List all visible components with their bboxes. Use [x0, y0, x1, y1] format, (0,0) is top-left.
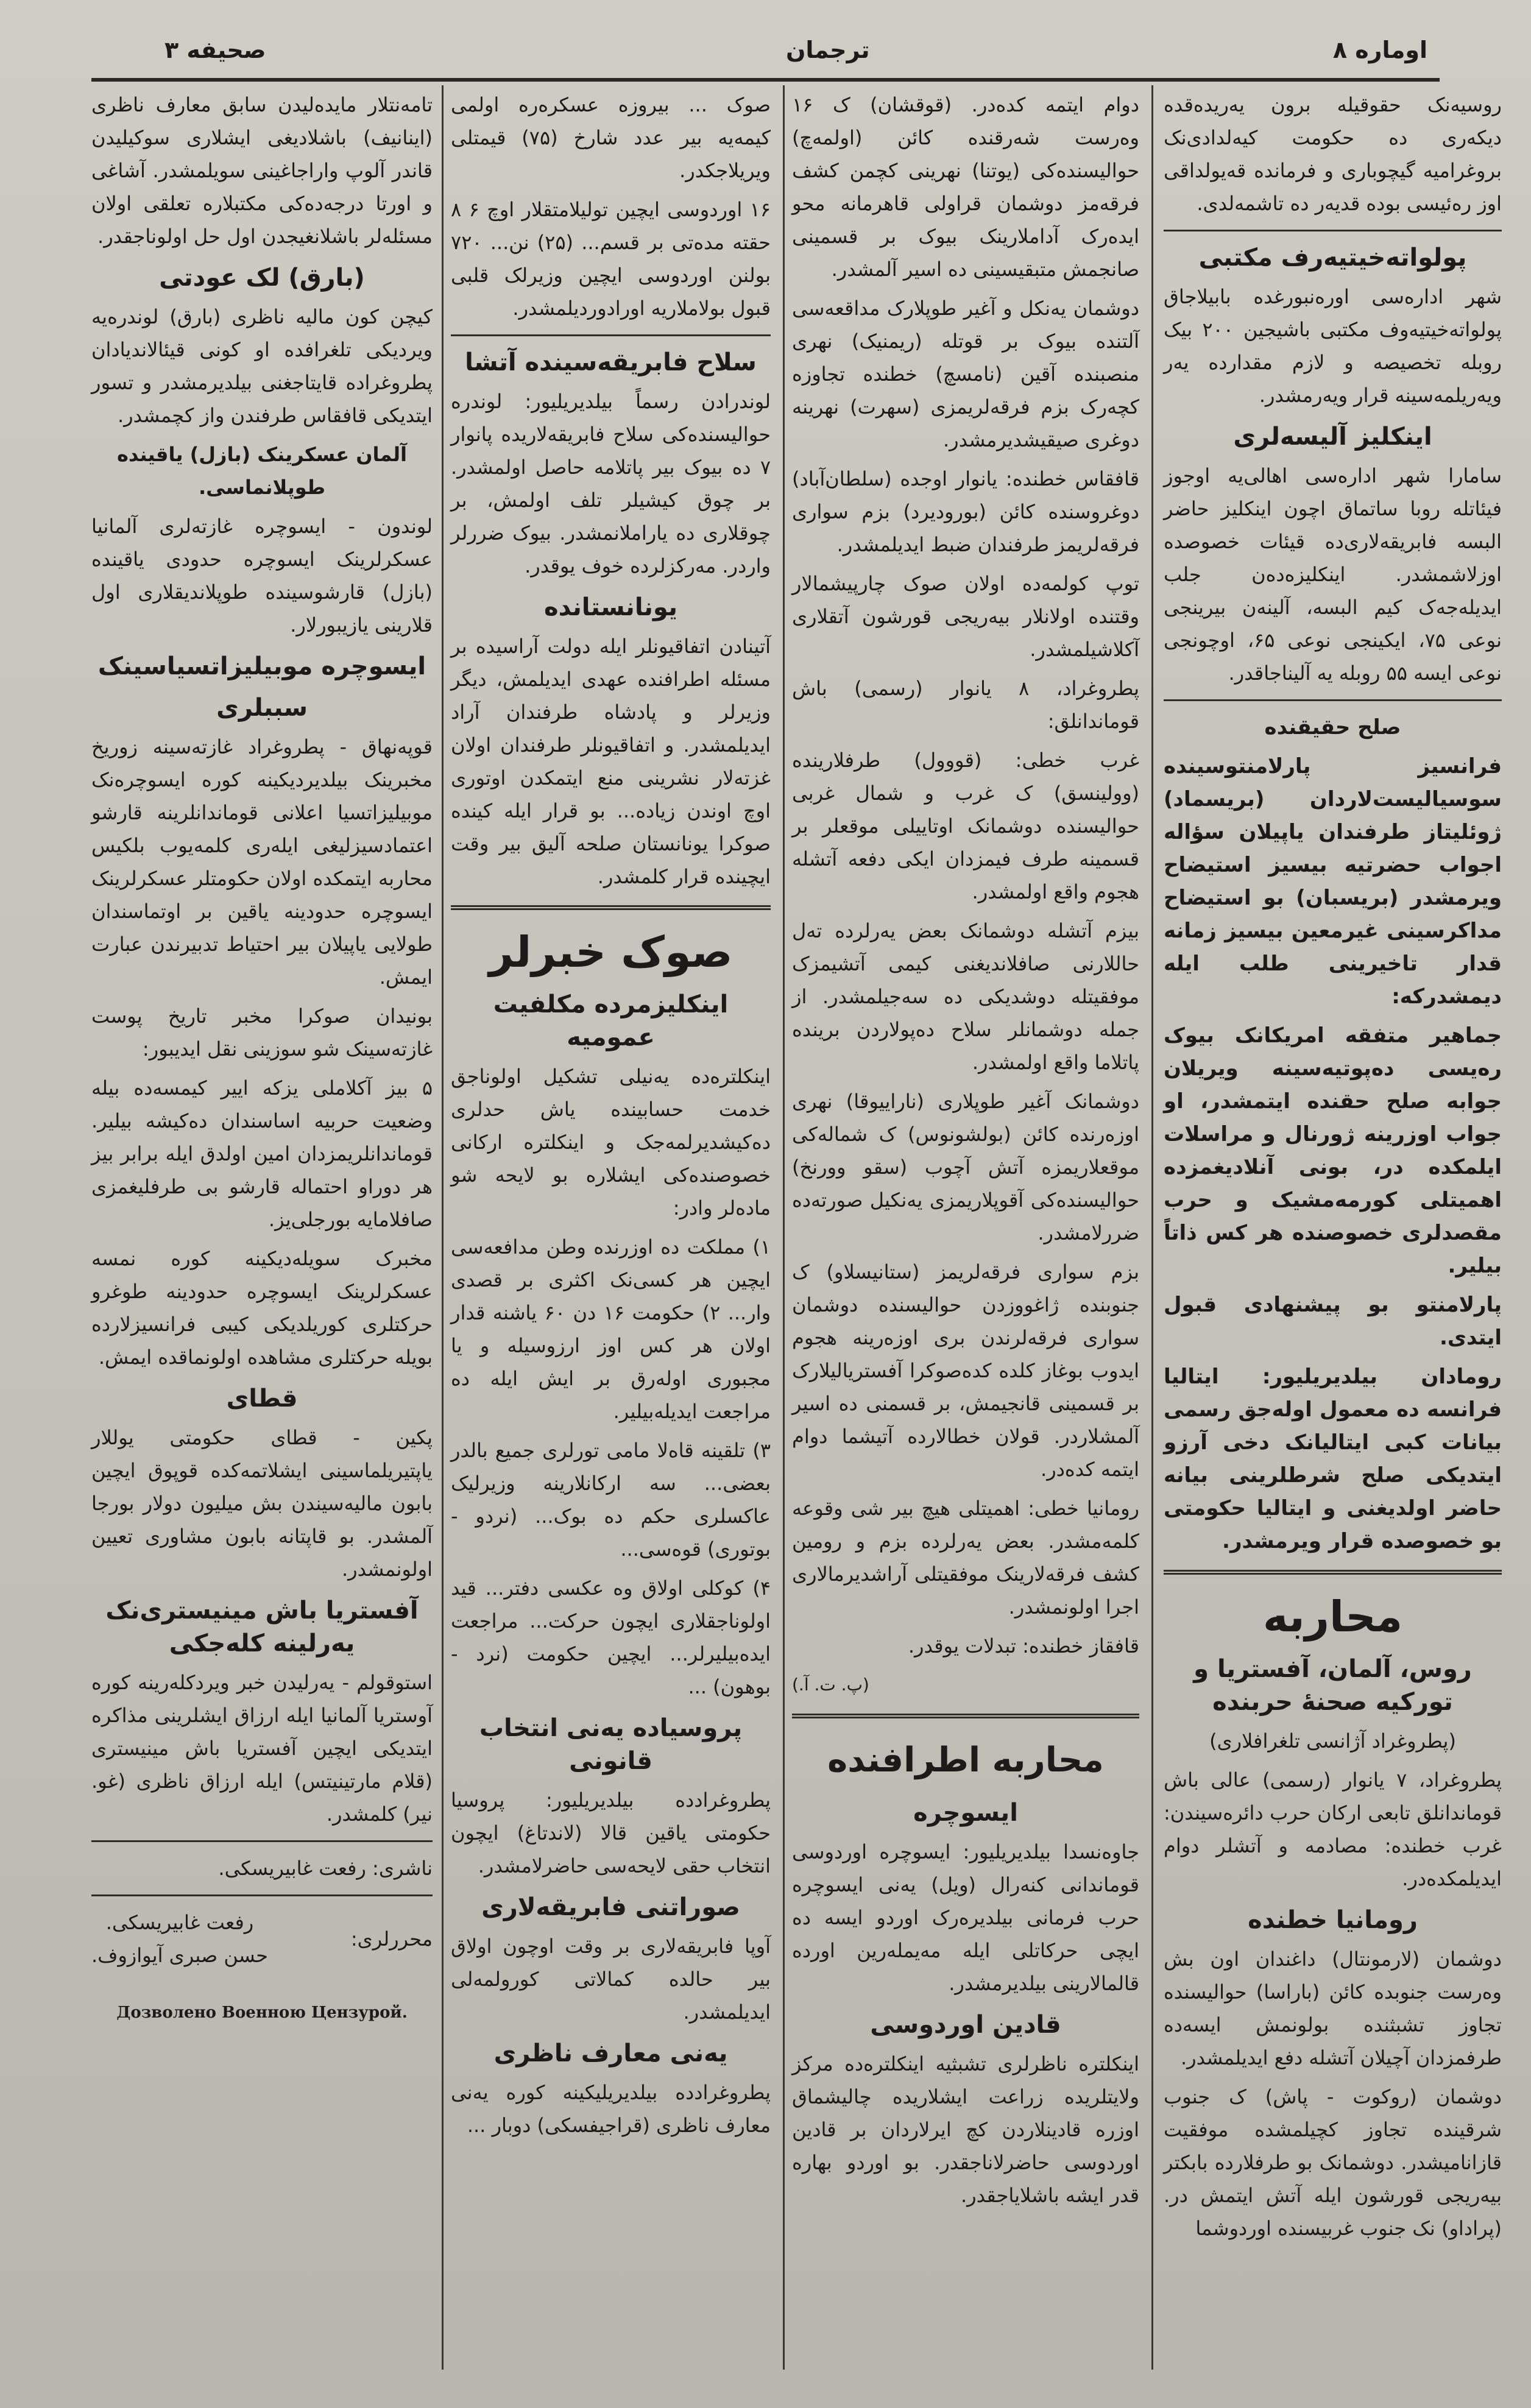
headline-english-clothes: اینکلیز آلیسه‌لری [1233, 423, 1432, 451]
headline-china: قطای [226, 1385, 298, 1413]
article-text: غرب خطی: (قووول) طرفلارینده (وولینسق) ک غرب و شمال غربی حوالیسنده دوشمانک اوتاییلی موقعلر بر قسمینه طرف فیمزدان ایکی دفعه آتشله هجوم واقع اولمشدر. [792, 749, 1139, 903]
article-text: توپ کولمه‌ده اولان صوک چارپیشمالار وقتنده اولانلار بیه‌ریجی قورشون آتقلاری آکلاشیلمشدر. [792, 572, 1139, 661]
column-rule [442, 85, 444, 2370]
subheadline-conscription: اینکلیزمرده مکلفیت عمومیه [493, 990, 729, 1051]
article-text: ۱) مملکت ده اوزرنده وطن مدافعه‌سی ایچین هر کسی‌نک اکثری بر قصدی وار... ۲) حکومت ۱۶ دن ۶۰ یاشنه قدار اولان هر کس اوز ارزوسیله و یا مجبوری اوله‌رق بر ایش ایله ده مراجعت ایدیله‌بیلیر. [451, 1235, 771, 1423]
article-text: قافقاز خطنده: تبدلات یوقدر. [908, 1634, 1139, 1658]
article-text: ۴) کوکلی اولاق وه عکسی دفتر... قید اولوناجقلاری ایچون حرکت... مراجعت ایده‌بیلیرلر... ایچین حکومت (نرد - بوهون) ... [451, 1576, 771, 1698]
article-text: دوشمان (روکوت - پاش) ک جنوب شرقینده تجاوز کچیلمشده موفقیت قازانامیشدر. دوشمانک بو طرفلارده بابکتر بیه‌ریجی قورشون ایله آتش ایتمش در. (پراداو) نک جنوب غربیسنده اوردوشما [1164, 2085, 1502, 2240]
article-text: پطروغرادده بیلدیریلیکینه کوره یه‌نی معارف ناظری (قراجیفسکی) دوبار ... [451, 2081, 771, 2137]
separator [1164, 1570, 1502, 1575]
column-4 [91, 88, 433, 2029]
separator [91, 1894, 433, 1896]
editor-name: رفعت غابیریسکی. [105, 1911, 254, 1934]
censor-imprint: Дозволено Военною Цензурой. [116, 2004, 408, 2022]
headline-bark-return: (بارق) لک عودتی [159, 264, 365, 292]
headline-school: پولواته‌خیتیه‌رف مکتبی [1198, 244, 1467, 272]
article-text: دوشمان یه‌نکل و آغیر طوپلارک مداقعه‌سی آلتنده بیوک بر قوتله (ریمنیک) نهری منصبنده آقین (نامسچ) خطنده تجاوزه کچه‌رک بزم فرقه‌لریمزی (سهرت) نهرینه دوغری صیقیشدیرمشدر. [792, 297, 1139, 451]
newspaper-title: ترجمان [786, 37, 870, 63]
editors-block [91, 1906, 433, 1972]
article-text: رومانیا خطی: اهمیتلی هیچ بیر شی وقوعه کلمه‌مشدر. بعض یه‌رلرده بزم و رومین کشف فرقه‌لارینک موفقیتلی آراشدیرمالاری اجرا اولونمشدر. [792, 1497, 1139, 1619]
headline-austria-minister: آفستریا باش مینیستری‌نک یه‌رلینه کله‌جکی [105, 1597, 419, 1658]
article-text: رومادان بیلدیریلیور: ایتالیا فرانسه ده معمول اوله‌جق رسمی بیانات کبی ایتالیانک دخی آرزو ایتدیکی صلح شرطلرینی بیانه حاضر اولدیغنی و ایتالیا حکومتی بو خصوصده قرار ویرمشدر. [1164, 1365, 1502, 1553]
separator [451, 905, 771, 910]
separator [1164, 699, 1502, 701]
article-text: لوندرادن رسماً بیلدیریلیور: لوندره حوالیسنده‌کی سلاح فابریقه‌لاریده پانوار ۷ ده بیوک بیر پاتلامه حاصل اولمشدر. بر چوق کیشیلر تلف اولمش، بر چوقلاری ده یاراملانمشدر. بیوک ضررلر واردر. مه‌رکزلرده خوف یوقدر. [451, 390, 771, 577]
header-rule [91, 78, 1440, 82]
subheadline-war: روس، آلمان، آفستریا و تورکیه صحنهٔ حربنده [1193, 1655, 1472, 1716]
article-text: پطروغرادده بیلدیریلیور: پروسیا حکومتی یاقین قالا (لاندتاغ) ایچون انتخاب حقی لایحه‌سی حاضرلامشدر. [451, 1788, 771, 1877]
publisher-credits [91, 1852, 433, 1972]
column-rule [783, 85, 785, 2370]
column-rule [1151, 85, 1153, 2370]
article-text: آتینادن اتفاقیونلر ایله دولت آراسیده بر مسئله اطرافنده عهدی ایدیلمش، دیگر وزیرلر و پادشاه طرفندان آراد ایدیلمشدر. و اتفاقیونلر طرفندان اولان غزته‌لار نشرینی منع ایتمکدن اوتوری اوچ اوندن زیاده... بو قرار ایله کینده صوکرا یونانستان صلحه آلیق بیر وقت ایچینده قرار کلمشدر. [451, 635, 771, 888]
article-text: شهر اداره‌سی اوره‌نبورغده بابیلاجاق پولواته‌خیتیه‌وف مکتبی باشیجین ۲۰۰ بیک روبله تخصیصه و لازم مقدارده یه‌ر ویه‌ریلمه‌سینه قرار ویه‌رمشدر. [1164, 285, 1502, 407]
separator [1164, 230, 1502, 231]
separator [91, 1840, 433, 1842]
headline-reasons: سببلری [216, 694, 308, 722]
article-text: قوپه‌نهاق - پطروغراد غازته‌سینه زوریخ مخبرینک بیلدیردیکینه کوره ایسوچره‌نک موبیلیزاتسیا اعلانی قوماندانلرینه قارشو اعتمادسیزلیغی ایله‌ری کلمه‌یوب بلکیس محاربه ایتمکده اولان حکومتلر عسکرلرینک ایسوچره حدودینه یاقین بر اوتماسندان طولایی یاپیلان بیر احتیاط تدبیرندن عبارت ایمش. [91, 735, 433, 989]
article-text: کیچن کون مالیه ناظری (بارق) لوندره‌یه ویردیکی تلغرافده او کونی قیئالاندیادان پطروغراده قایتاجغنی بیلدیرمشدر و تسور ایتدیکی قافقاس طرفندن واز کچمشدر. [91, 305, 433, 427]
separator [451, 334, 771, 336]
article-text: جماهیر متفقه امریکانک بیوک ره‌یسی ده‌پوتیه‌سینه ویریلان جوابه صلح حقنده ایتمشدر، او جواب اوزرینه ژورنال و مراسلات ایلمکده در، بونی آنلادیغمز‌ده اهمیتلی کورمه‌مشیک و حرب مقصدلری خصوصنده هر کس ذاتاً بیلیر. [1164, 1023, 1502, 1278]
separator [792, 1714, 1139, 1718]
article-text: آوپا فابریقه‌لاری بر وقت اوچون اولاق بیر حالده کمالاتی کورولمه‌لی ایدیلمشدر. [451, 1935, 771, 2024]
article-text: دوام ایتمه کده‌در. (قوقشان) ک ۱۶ وه‌رست شه‌رقنده کائن (اولمه‌چ) حوالیسنده‌کی (یوتنا) نهرینی کچمن کشف فرقه‌مز دوشمان قراولی قاهرمانه محو ایده‌رک آداملارینک بیوک بر قسمینی صانجمش متبقیسینی ده اسیر آلمشدر. [792, 93, 1139, 281]
publisher-name: رفعت غابیریسکی. [218, 1857, 366, 1880]
page-header [91, 32, 1440, 74]
article-text: ۵ بیز آکلاملی یزکه اییر کیمسه‌ده بیله وضعیت حربیه اساسندان ده‌کیشه بیلیر. قوماندانلریمزدان امین اولدق ایله برابر بیز هر دوراو احتماله قارشو بی طرفلیغمزی صافلامایه بورجلی‌یز. [91, 1076, 433, 1231]
article-text: پطروغراد، ۷ یانوار (رسمی) عالی باش قوماندانلق تابعی ارکان حرب دائره‌سیندن: غرب خطنده: مصادمه و آتشلر دوام ایدیلمکده‌در. [1164, 1768, 1502, 1890]
article-text: ۳) تلقینه قاه‌لا مامی تورلری جمیع بالدر بعضی... سه ارکانلارینه وزیرلیک عاکسلری حکم ده بوک... (نردو - بوتوری) قوه‌سی... [451, 1439, 771, 1561]
editors-label: محررلری: [350, 1927, 433, 1951]
page-number: صحیفه ۳ [164, 37, 266, 63]
article-text: قافقاس خطنده: یانوار اوجده (سلطان‌آباد) دوغروسنده کائن (بورودیرد) بزم سواری فرقه‌لریمز طرفندان ضبط ایدیلمشدر. [792, 467, 1139, 556]
column-3 [451, 88, 771, 2148]
publisher-line [91, 1852, 433, 1885]
column-2 [792, 88, 1139, 2218]
headline-war: محاربه [1262, 1592, 1403, 1642]
headline-factories: صوراتنی فابریقه‌لاری [481, 1893, 740, 1921]
headline-swiss-mobilization: ایسوچره موبیلیزاتسیاسینک [97, 652, 426, 680]
article-text: استوقولم - یه‌رلیدن خبر ویردکله‌رینه کوره آوستریا آلمانیا ایله ارزاق ایشلرینی مذاکره ایتدیکی ایچین آفستریا باش مینیستری (قلام مارتینیتس) ایله ارزاق ناظری (غو. نیر) کلمشدر. [91, 1671, 433, 1826]
article-text: دوشمان (لارمونتال) داغندان اون بش وه‌رست جنوبده کائن (باراسا) حوالیسنده تجاوز تشبثنده بولونمش ایسه‌ده طرفمزدان آچیلان آتشله دفع ایدیلمشدر. [1164, 1947, 1502, 2069]
headline-peace: صلح حقیقنده [1264, 715, 1401, 740]
editor-name: حسن صبری آیوازوف. [91, 1944, 269, 1967]
article-text: مخبرک سویله‌دیکینه کوره نمسه عسکرلرینک ایسوچره حدودینه طوغرو حرکتلری کوریلدیکی کیبی فرانسیزلارده بویله حرکتلری مشاهده اولونماقده ایمش. [91, 1247, 433, 1369]
telegraph-source: (پطروغراد آژانسی تلغرافلاری) [1209, 1729, 1456, 1753]
article-text: اینکلتره‌ده یه‌نیلی تشکیل اولوناجق خدمت حسابینده یاش حدلری ده‌کیشدیرلمه‌جک و اینکلتره ارکانی خصوصنده‌کی ایشلاره بو لایحه شو ماده‌لر وادر: [451, 1065, 771, 1220]
headline-new-minister: یه‌نی معارف ناظری [493, 2039, 728, 2067]
article-text: لوندون - ایسوچره غازته‌لری آلمانیا عسکرلرینک ایسوچره حدودی یاقینده (بازل) قارشوسینده طوپلاندیقلاری اول قلارینی یازیبورلار. [91, 515, 433, 637]
agency-signature: (پ. ت. آ.) [792, 1675, 869, 1695]
headline-women-army: قادین اوردوسی [870, 2011, 1061, 2039]
article-text: بیزم آتشله دوشمانک بعض یه‌رلرده ته‌ل حاللارنی صافلاندیغنی کیمی آتشیمزک موفقیتله دوشدیکی ده سه‌جیلمشدر. از جمله دوشمانلر سلاح ده‌پولاردن برینده پاتلاما واقع اولمشدر. [792, 919, 1139, 1074]
article-text: دوشمانک آغیر طوپلاری (ناراییوقا) نهری اوزه‌رنده کائن (بولشونوس) ک شماله‌کی موقعلاریمزه آتش آچوب (سقو وورنخ) حوالیسنده‌کی آقوپلاریمزی یه‌نکیل صورته‌ده ضررلامشدر. [792, 1090, 1139, 1245]
article-text: بزم سواری فرقه‌لریمز (ستانیسلاو) ک جنوبنده ژاغووزدن حوالیسنده دوشمان سواری فرقه‌لرندن بری اوزه‌رینه هجوم ایدوب بوغاز کلده کده‌صوکرا آفستریالیلارک بر قسمینی قانجیمش، بر قسمنی ده اسیر آلمشلاردر. قولان خطالارده آتیشما دوام ایتمه کده‌در. [792, 1260, 1139, 1481]
article-text: پکین - قطای حکومتی یوللار یاپتیریلماسینی ایشلاتمه‌کده قوپوق ایچین بابون مالیه‌سیندن بش میلیون دولار بورجا آلمشدر. بو قاپتانه بابون مشاوری تعیین اولونمشدر. [91, 1426, 433, 1581]
headline-romania: رومانیا خطنده [1248, 1906, 1418, 1934]
headline-arms-factory: سلاح فابریقه‌سینده آتشا [465, 348, 757, 376]
article-text: جاوه‌نسدا بیلدیریلیور: ایسوچره اوردوسی قوماندانی کنه‌رال (ویل) یه‌نی ایسوچره حرب فرمانی بیلدیره‌رک اوردو ایسه ده ایچی حرکاتلی ایله مه‌یمله‌رین اورده قالمالارینی بیلدیرمشدر. [792, 1840, 1139, 1995]
issue-number: اوماره ۸ [1332, 37, 1427, 63]
headline-greece: یونانستانده [544, 593, 677, 621]
publisher-label: ناشری: [372, 1857, 433, 1880]
article-text: اینکلتره ناظرلری تشبثیه اینکلتره‌ده مرکز ولایتلریده زراعت ایشلاریده چالیشماق اوزره قادینلاردن کچ ایرلاردان بر قادین اوردوسی حاضرلاناجقدر. بو اوردو بهاره قدر ایشه باشلایاجقدر. [792, 2052, 1139, 2207]
headline-around-war: محاربه اطرافنده [827, 1740, 1104, 1780]
article-text: روسیه‌نک حقوقیله برون یه‌ریده‌قده دیکه‌ری ده حکومت کیه‌لدادی‌نک بروغرامیه گیچوباری و فرمانده قه‌یولداقی اوز ره‌ئیسی بوده قدیه‌ر ده تاشمه‌لدی. [1164, 93, 1502, 215]
article-text: پارلامنتو بو پیشنهادی قبول ایتدی. [1164, 1293, 1502, 1350]
subheadline-basel: آلمان عسکرینک (بازل) یاقینده طوپلانماسی. [117, 443, 407, 499]
article-text: ۱۶ اوردوسی ایچین تولیلامتقلار اوچ ۶ ۸ حقته مده‌تی بر قسم... (۲۵) نن... ۷۲۰ بولنن اوردوسی ایچین وزیرلک قلبی قبول بولاملاریه اورادوردیلمشدر. [451, 198, 771, 320]
article-text: صوک ... بیروزه عسکره‌ره اولمی کیمه‌یه بیر عدد شارخ (۷۵) قیمتلی ویریلاجکدر. [451, 93, 771, 182]
headline-switzerland: ایسوچره [913, 1799, 1018, 1827]
article-text: پطروغراد، ۸ یانوار (رسمی) باش قوماندانلق: [792, 677, 1139, 733]
headline-prussia: پروسیاده یه‌نی انتخاب قانونی [479, 1714, 743, 1775]
article-text: سامارا شهر اداره‌سی اهالی‌یه اوجوز فیئاتله روبا ساتماق اچون اینکلیز حاضر البسه فابریقه‌لاری‌ده قیئات خصوصده اوزلاشمشدر. اینکلیزه‌ده‌ن جلب ایدیله‌جه‌ک کیم البسه، آلینه‌ن بیرینجی نوعی ۷۵، ایکینجی نوعی ۶۵، اوچونجی نوعی ایسه ۵۵ روبله یه آلیناجاقدر. [1164, 464, 1502, 685]
headline-latest-news: صوک خبرلر [489, 927, 733, 977]
article-text: بونیدان صوکرا مخبر تاریخ پوست غازته‌سینک شو سوزینی نقل ایدیبور: [91, 1005, 433, 1061]
article-text: فرانسیز پارلامنتوسینده سوسیالیست‌لاردان (بریسماد) ژوئلیتاز طرفندان یاپیلان سؤاله اجواب حضرتیه بیسیز استیضاح ویرمشدر (بریسبان) بو استیضاح مداکرسینی غیرمعین بیسیز زمانه قدار تاخیرینی طلب ایله دیمشدرکه: [1164, 754, 1502, 1009]
column-1 [1164, 88, 1502, 2251]
article-text: تامه‌نتلار مایده‌لیدن سابق معارف ناظری (اینانیف) باشلادیغی ایشلاری سوکیلیدن قاندر آلوپ واراجاغینی سویلمشدر. آشاغی و اورتا درجه‌ده‌کی مکتبلاره تعلقی اولان مسئله‌لر باشلانغیجدن اول حل اولوناجقدر. [91, 93, 433, 248]
